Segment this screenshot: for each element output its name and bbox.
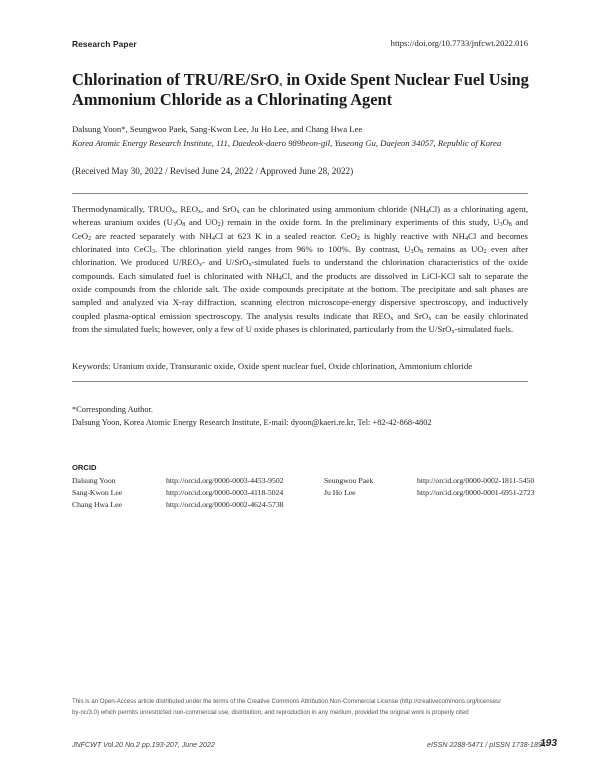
abstract-line: from the simulated fuels; however, only a few of U oxide phases is chlorinated, particularly from the U/SrO$_x$-simulated fuels. [72,324,514,336]
orcid-link[interactable]: http://orcid.org/0000-0002-4624-5738 [166,500,284,509]
corresponding-contact: Dalsung Yoon, Korea Atomic Energy Research Institute, E-mail: dyoon@kaeri.re.kr, Tel: +82-42-868-4802 [72,418,432,427]
abstract-line: oxide compounds from the chloride salt. The oxide compounds precipitate at the bottom. The precipitate and salt phases are [72,284,528,295]
title-subscript: x [279,82,283,88]
abstract-line: sampled and analyzed via X-ray diffraction, scanning electron microscope-energy dispersive spectroscopy, and inductively [72,297,528,308]
keywords: Keywords: Uranium oxide, Transuranic oxide, Oxide spent nuclear fuel, Oxide chlorination, Ammonium chloride [72,361,473,371]
abstract-line: chlorination. We produced $U/REO_x-$ and U/SrO$_x$-simulated fuels to understand the chlorination characteristics of the oxide [72,257,528,269]
abstract [72,203,528,336]
abstract-line: whereas uranium oxides ($U_3O_8$ and $UO_2$) remain in the oxide form. In the preliminary experiments of this study, $U_3O_8$ and [72,217,529,229]
paper-type-label: Research Paper [72,39,137,49]
orcid-link[interactable]: http://orcid.org/0000-0002-1811-5450 [417,476,535,485]
license-line-2: by-nc/3.0) which permits unrestricted non-commercial use, distribution, and reproduction in any medium, provided the original work is properly cited [72,708,469,716]
abstract-line: Thermodynamically, $TRUO_x$, $REO_x$, and SrO$_x$ can be chlorinated using ammonium chloride $(NH_4Cl)$ as a chlorinating agent, [72,204,528,215]
abstract-line: chlorinated into CeCl$_3$. The chlorination yield ranges from 96% to 100%. By contrast, $U_3O_8$ remains as $UO_2$ even after [72,244,528,256]
page-number: 193 [540,738,557,749]
title-line-1b: in Oxide Spent Nuclear Fuel Using [282,70,529,89]
orcid-link[interactable]: http://orcid.org/0000-0001-6951-2723 [417,488,535,497]
orcid-heading: ORCID [72,463,97,472]
orcid-name: Seungwoo Paek [324,476,374,485]
abstract-line: coupled plasma-optical emission spectroscopy. The analysis results indicate that $REO_x$ and SrO$_x$ can be easily chlorinated [72,310,529,322]
license-line-1: This is an Open-Access article distributed under the terms of the Creative Commons Attribution Non-Commercial License (http://creativecommons.org/licenses/ [72,698,501,705]
title-line-2: Ammonium Chloride as a Chlorinating Agent [72,89,393,109]
article-title [72,70,542,109]
orcid-name: Chang Hwa Lee [72,500,122,509]
author-list: Dalsung Yoon*, Seungwoo Paek, Sang-Kwon Lee, Ju Ho Lee, and Chang Hwa Lee [72,124,363,134]
title-line-1a: Chlorination of TRU/RE/SrO [72,70,280,89]
affiliation: Korea Atomic Energy Research Institute, 111, Daedeok-daero 989beon-gil, Yuseong Gu, Daejeon 34057, Republic of Korea [72,138,502,148]
divider-top [72,193,528,194]
orcid-name: Ju Ho Lee [324,488,356,497]
doi-link[interactable]: https://doi.org/10.7733/jnfcwt.2022.016 [390,38,528,48]
abstract-line: compounds. Each simulated fuel is chlorinated with $NH_4Cl$, and the products are dissolved in LiCl-KCl salt to separate the [72,270,528,282]
license-note [72,697,542,718]
issn-info: eISSN 2288-5471 / pISSN 1738-1894 [427,741,546,749]
divider-bottom [72,381,528,382]
orcid-name: Dalsung Yoon [72,476,116,485]
corresponding-label: *Corresponding Author. [72,405,153,414]
orcid-name: Sang-Kwon Lee [72,488,123,497]
abstract-line: CeO$_2$ are reacted separately with $NH_4Cl$ at 623 K in a sealed reactor. CeO$_2$ is highly reactive with $NH_4Cl$ and becomes [72,230,528,242]
orcid-link[interactable]: http://orcid.org/0000-0003-4453-9502 [166,476,284,485]
orcid-link[interactable]: http://orcid.org/0000-0003-4118-5024 [166,488,284,497]
journal-reference: JNFCWT Vol.20 No.2 pp.193-207, June 2022 [72,741,215,749]
received-dates: (Received May 30, 2022 / Revised June 24, 2022 / Approved June 28, 2022) [72,166,354,176]
